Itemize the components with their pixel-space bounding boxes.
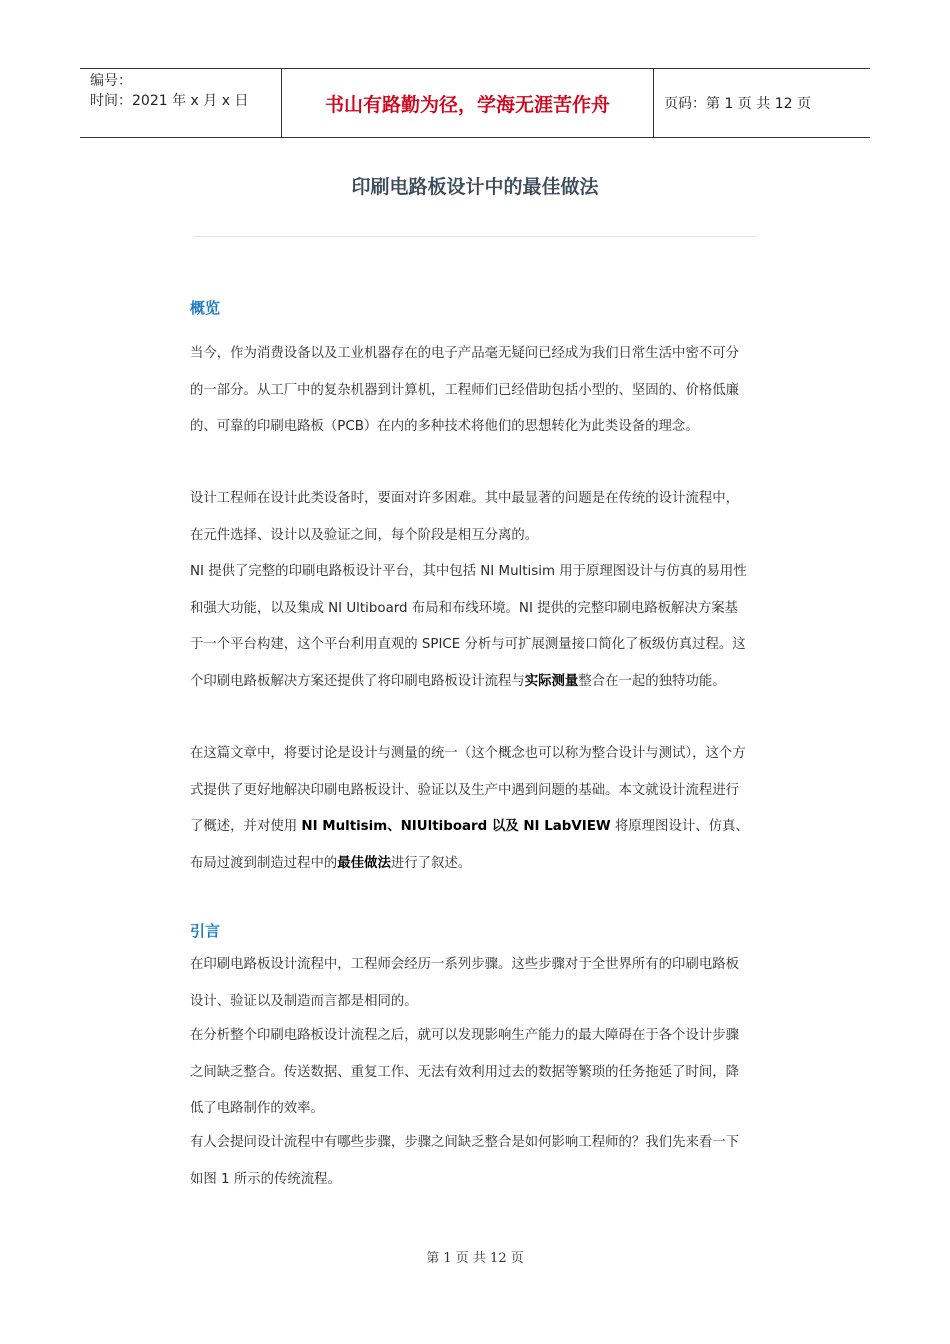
page-info: 页码：第 1 页 共 12 页 [664, 96, 811, 112]
intro-paragraph-1: 在印刷电路板设计流程中，工程师会经历一系列步骤。这些步骤对于全世界所有的印刷电路板设计、验证以及制造而言都是相同的。 [190, 957, 740, 1009]
number-label: 编号： [90, 73, 132, 89]
overview-paragraph-2: 设计工程师在设计此类设备时，要面对许多困难。其中最显著的问题是在传统的设计流程中，在元件选择、设计以及验证之间，每个阶段是相互分离的。 [190, 491, 740, 543]
time-label: 时间：2021 年 x 月 x 日 [90, 93, 249, 109]
p4-text-e: 进行了叙述。 [390, 855, 472, 871]
title-divider [193, 236, 757, 237]
overview-heading: 概览 [190, 299, 221, 317]
p4-text-a: 在这篇文章中，将要讨论是设计与测量的统一（这个概念也可以称为整合设计与测试），这个方式提供了更好地解决印刷电路板设计、验证以及生产中遇到问题的基础。本文就设计流程进行了概述，并对使用 [190, 746, 746, 834]
overview-paragraph-3 [190, 554, 750, 700]
p3-bold-actual-measurement: 实际测量 [524, 673, 579, 689]
overview-paragraph-1: 当今，作为消费设备以及工业机器存在的电子产品毫无疑问已经成为我们日常生活中密不可分的一部分。从工厂中的复杂机器到计算机，工程师们已经借助包括小型的、坚固的、价格低廉的、可靠的印刷电路板（PCB）在内的多种技术将他们的思想转化为此类设备的理念。 [190, 346, 740, 434]
page-footer: 第 1 页 共 12 页 [426, 1251, 524, 1266]
intro-heading: 引言 [190, 922, 221, 940]
header-table [80, 68, 870, 138]
overview-paragraph-4 [190, 736, 750, 882]
p3-text-c: 整合在一起的独特功能。 [578, 673, 726, 689]
p4-text-c: 将原理图设计、仿真、布局过渡到制造过程中的 [190, 819, 749, 871]
intro-paragraph-3: 有人会提问设计流程中有哪些步骤，步骤之间缺乏整合是如何影响工程师的？我们先来看一下如图 1 所示的传统流程。 [190, 1135, 740, 1187]
p4-bold-products: NI Multisim、NIUltiboard 以及 NI LabVIEW [301, 819, 611, 834]
header-meta-cell [80, 69, 282, 137]
p3-text-a: NI 提供了完整的印刷电路板设计平台，其中包括 NI Multisim 用于原理图设计与仿真的易用性和强大功能，以及集成 NI Ultiboard 布局和布线环境。NI 提供的完整印刷电路板解决方案基于一个平台构建，这个平台利用直观的 SPICE 分析与可扩展测量接口简化了板级仿真过程。这个印刷电路板解决方案还提供了将印刷电路板设计流程与 [190, 564, 747, 689]
intro-paragraph-2: 在分析整个印刷电路板设计流程之后，就可以发现影响生产能力的最大障碍在于各个设计步骤之间缺乏整合。传送数据、重复工作、无法有效利用过去的数据等繁琐的任务拖延了时间，降低了电路制作的效率。 [190, 1028, 740, 1116]
p4-bold-best-practice: 最佳做法 [337, 855, 391, 871]
motto: 书山有路勤为径，学海无涯苦作舟 [282, 69, 654, 137]
document-title: 印刷电路板设计中的最佳做法 [351, 176, 599, 198]
